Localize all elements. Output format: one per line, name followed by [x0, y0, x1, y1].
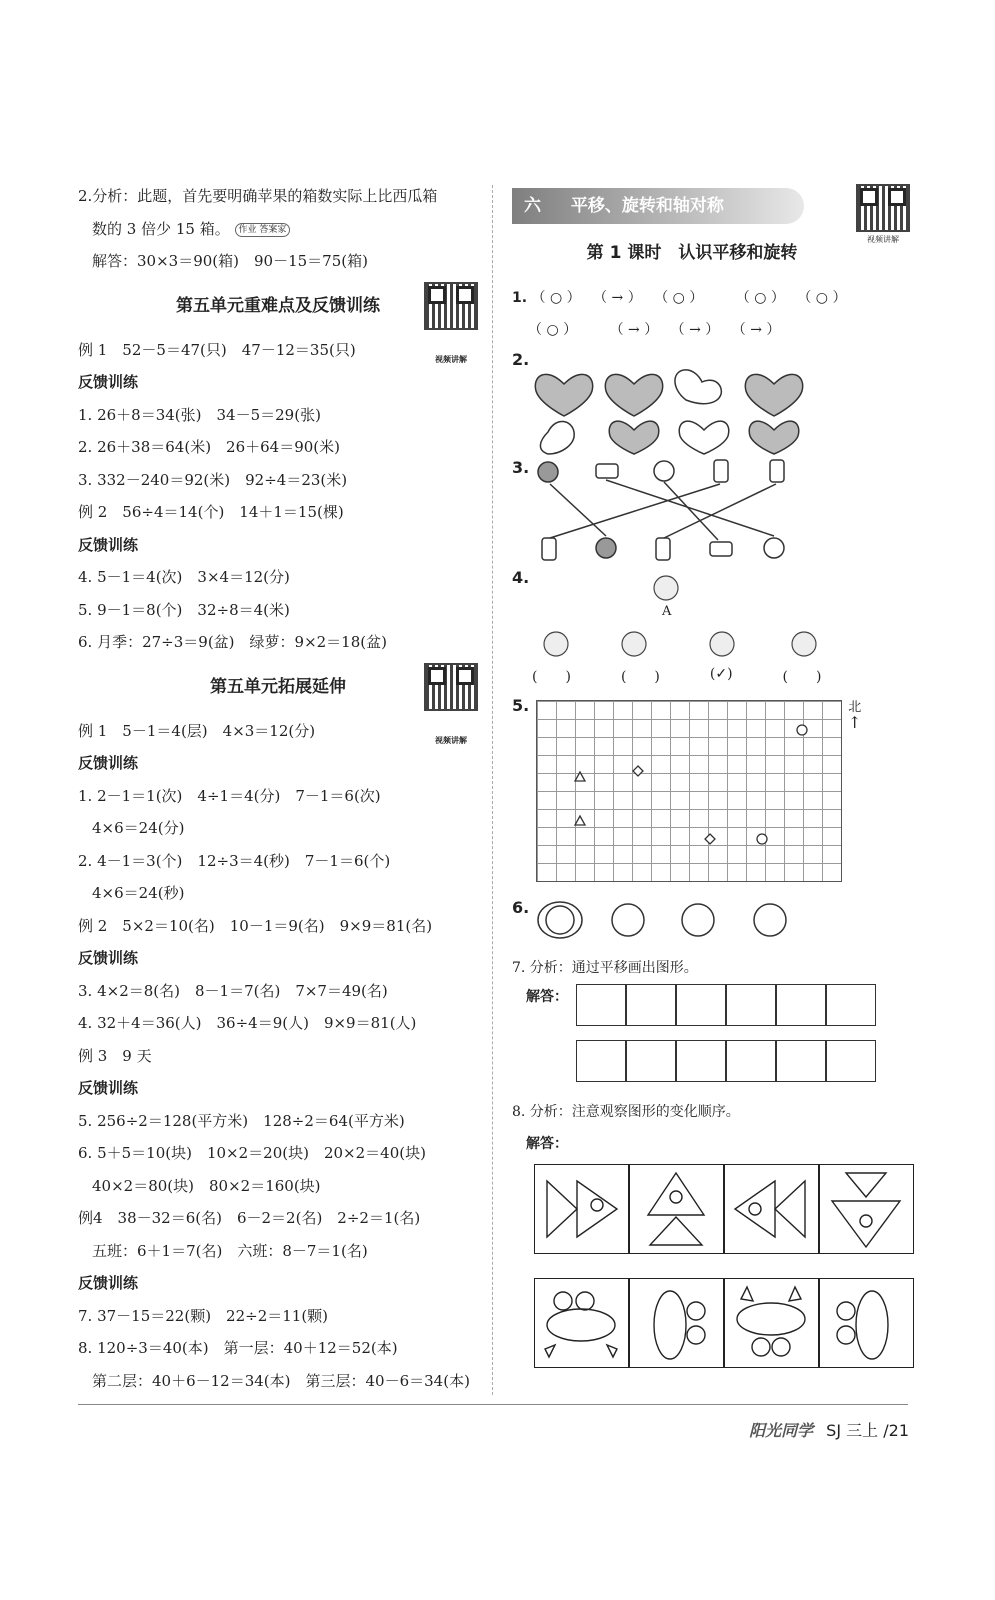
flower-icon	[596, 538, 616, 558]
cartoon-icon	[654, 576, 678, 600]
faces-figure	[530, 896, 850, 946]
text-line: 8. 120÷3＝40(本) 第一层：40＋12＝52(本)	[78, 1339, 398, 1357]
ring-icon	[764, 538, 784, 558]
text-line: 1. 26＋8＝34(张) 34－5＝29(张)	[78, 405, 321, 424]
q8-answer-label: 解答：	[526, 1136, 568, 1152]
text-line: 例 2 5×2＝10(名) 10－1＝9(名) 9×9＝81(名)	[78, 916, 433, 935]
section-title: 第五单元重难点及反馈训练 视频讲解	[78, 278, 478, 334]
rotation-figure	[526, 566, 906, 666]
sequence-cell	[724, 1164, 819, 1254]
text-line: 4. 32＋4＝36(人) 36÷4＝9(人) 9×9＝81(人)	[78, 1014, 417, 1032]
q7-analysis: 7. 分析：通过平移画出图形。	[512, 960, 698, 976]
q1-row-2: （ ○ ） （ → ） （ → ） （ → ）	[528, 322, 781, 338]
q4-rotation: 4. A ( ) ( ) (✓) ( )	[512, 566, 912, 696]
match-line	[550, 484, 720, 538]
cylinder-icon	[770, 460, 784, 482]
chapter-banner: 六 平移、旋转和轴对称	[512, 188, 804, 224]
match-line	[664, 484, 776, 538]
subheading: 反馈训练	[78, 754, 139, 772]
text-line: 解答：30×3＝90(箱) 90－15＝75(箱)	[92, 252, 368, 270]
sequence-cell	[819, 1164, 914, 1254]
ring-icon	[654, 461, 674, 481]
page-number: /21	[883, 1421, 909, 1440]
text-line: 第二层：40＋6－12＝34(本) 第三层：40－6＝34(本)	[92, 1371, 470, 1390]
pattern-cell	[576, 1040, 626, 1082]
matching-figure	[526, 456, 906, 566]
pattern-cell	[776, 1040, 826, 1082]
text-line: 2. 4－1＝3(个) 12÷3＝4(秒) 7－1＝6(个)	[78, 851, 391, 870]
text-line: 例 2 56÷4＝14(个) 14＋1＝15(棵)	[78, 503, 344, 521]
text-line: 五班：6＋1＝7(名) 六班：8－7＝1(名)	[92, 1241, 368, 1260]
cylinder-icon	[710, 542, 732, 556]
left-column	[78, 180, 478, 1397]
pattern-cell	[626, 1040, 676, 1082]
face-icon	[546, 906, 574, 934]
sequence-cell	[629, 1164, 724, 1254]
triangle-mark	[575, 772, 585, 781]
text-line: 例 1 5－1＝4(层) 4×3＝12(分)	[78, 721, 316, 740]
cylinder-icon	[542, 538, 556, 560]
match-line	[606, 480, 774, 536]
text-line: 例 1 52－5＝47(只) 47－12＝35(只)	[78, 340, 356, 359]
animal-figure	[630, 1279, 723, 1367]
text-line: 4. 5－1＝4(次) 3×4＝12(分)	[78, 568, 290, 586]
circle-mark	[757, 834, 767, 844]
text-line: 1. 2－1＝1(次) 4÷1＝4(分) 7－1＝6(次)	[78, 786, 381, 805]
heart-icon	[540, 421, 574, 454]
north-indicator: 北 ↑	[848, 700, 862, 732]
sequence-cell	[724, 1278, 819, 1368]
footer-rule	[78, 1404, 908, 1405]
match-line	[550, 484, 606, 536]
heart-icon	[609, 421, 659, 454]
animal-figure	[820, 1279, 913, 1367]
arrow-up-icon: ↑	[848, 713, 862, 732]
cylinder-icon	[596, 464, 618, 478]
pattern-cell	[726, 1040, 776, 1082]
q6-faces: 6.	[512, 896, 912, 952]
text-line: 6. 5＋5＝10(块) 10×2＝20(块) 20×2＝40(块)	[78, 1144, 426, 1162]
subheading: 反馈训练	[78, 373, 139, 391]
match-line	[664, 482, 718, 540]
pattern-row-1	[576, 984, 912, 1026]
diamond-mark	[705, 834, 715, 844]
fish-figure	[630, 1165, 723, 1253]
pattern-cell	[776, 984, 826, 1026]
face-icon	[754, 904, 786, 936]
footer	[749, 1418, 909, 1441]
stamp: 作业 答案家	[235, 223, 291, 237]
sequence-cell	[534, 1164, 629, 1254]
text-line: 40×2＝80(块) 80×2＝160(块)	[92, 1176, 321, 1195]
text-line: 4×6＝24(分)	[92, 819, 185, 837]
triangle-mark	[575, 816, 585, 825]
text-line: 7. 37－15＝22(颗) 22÷2＝11(颗)	[78, 1306, 329, 1325]
fish-figure	[535, 1165, 628, 1253]
q4-answers: ( ) ( ) (✓) ( )	[532, 666, 822, 685]
cartoon-icon	[544, 632, 568, 656]
fish-figure	[725, 1165, 818, 1253]
diamond-mark	[633, 766, 643, 776]
animal-figure	[535, 1279, 628, 1367]
qr-code-icon	[856, 184, 910, 232]
animal-figure	[725, 1279, 818, 1367]
cartoon-icon	[622, 632, 646, 656]
text-line: 3. 332－240＝92(米) 92÷4＝23(米)	[78, 470, 348, 489]
subheading: 反馈训练	[78, 1274, 139, 1292]
pattern-cell	[826, 1040, 876, 1082]
pattern-cell	[676, 984, 726, 1026]
qr-code[interactable]: 视频讲解	[424, 282, 478, 388]
heart-icon	[675, 370, 721, 404]
heart-icon	[749, 421, 799, 454]
q2-hearts: 2.	[512, 346, 912, 456]
fish-figure	[820, 1165, 913, 1253]
flower-icon	[538, 462, 558, 482]
cartoon-icon	[710, 632, 734, 656]
section-title: 第五单元拓展延伸 视频讲解	[78, 659, 478, 715]
heart-icon	[679, 421, 729, 454]
sequence-row-2	[534, 1278, 912, 1368]
text-line: 2.分析：此题，首先要明确苹果的箱数实际上比西瓜箱	[78, 187, 438, 205]
heart-icon	[605, 374, 662, 416]
q7-answer: 解答：	[512, 984, 912, 1096]
text-line: 6. 月季：27÷3＝9(盆) 绿萝：9×2＝18(盆)	[78, 633, 387, 651]
face-icon	[612, 904, 644, 936]
subheading: 反馈训练	[78, 949, 139, 967]
sequence-cell	[534, 1278, 629, 1368]
sequence-cell	[819, 1278, 914, 1368]
lesson-title: 第 1 课时 认识平移和旋转	[586, 243, 798, 263]
lesson-header	[512, 224, 912, 282]
qr-code-icon	[424, 663, 478, 711]
grade-label: 三上	[846, 1421, 879, 1440]
edition-code: SJ	[826, 1421, 842, 1440]
brand-logo: 阳光同学	[749, 1421, 814, 1440]
text-line: 5. 9－1＝8(个) 32÷8＝4(米)	[78, 600, 290, 619]
sequence-row-1	[534, 1164, 912, 1254]
q1-row-1: 1. （ ○ ） （ → ） （ ○ ） （ ○ ） （ ○ ）	[512, 290, 847, 306]
text-line: 2. 26＋38＝64(米) 26＋64＝90(米)	[78, 438, 341, 456]
subheading: 反馈训练	[78, 535, 139, 554]
q8-analysis: 8. 分析：注意观察图形的变化顺序。	[512, 1104, 740, 1120]
circle-mark	[797, 725, 807, 735]
heart-icon	[745, 374, 802, 416]
text-line: 5. 256÷2＝128(平方米) 128÷2＝64(平方米)	[78, 1111, 405, 1130]
qr-code[interactable]: 视频讲解	[424, 663, 478, 769]
face-icon	[682, 904, 714, 936]
qr-code-icon	[424, 282, 478, 330]
text-line: 3. 4×2＝8(名) 8－1＝7(名) 7×7＝49(名)	[78, 981, 388, 1000]
pattern-cell	[626, 984, 676, 1026]
text-line: 例4 38－32＝6(名) 6－2＝2(名) 2÷2＝1(名)	[78, 1209, 421, 1227]
cylinder-icon	[656, 538, 670, 560]
text-line: 例 3 9 天	[78, 1046, 152, 1065]
pattern-cell	[726, 984, 776, 1026]
qr-code[interactable]: 视频讲解	[856, 184, 910, 245]
text-line: 数的 3 倍少 15 箱。 作业 答案家	[78, 213, 478, 246]
pattern-cell	[676, 1040, 726, 1082]
cylinder-icon	[714, 460, 728, 482]
subheading: 反馈训练	[78, 1079, 139, 1097]
grid-shapes	[536, 700, 866, 890]
q3-matching: 3.	[512, 456, 912, 566]
pattern-row-2	[576, 1040, 912, 1082]
heart-icon	[535, 374, 592, 416]
right-column	[512, 188, 912, 1368]
text-line: 4×6＝24(秒)	[92, 884, 185, 902]
pattern-cell	[826, 984, 876, 1026]
hearts-figure	[526, 346, 906, 456]
cartoon-icon	[792, 632, 816, 656]
pattern-cell	[576, 984, 626, 1026]
column-divider	[492, 185, 493, 1395]
label-a: A	[662, 604, 672, 619]
q5-grid: 5. 北 ↑	[512, 696, 912, 896]
sequence-cell	[629, 1278, 724, 1368]
